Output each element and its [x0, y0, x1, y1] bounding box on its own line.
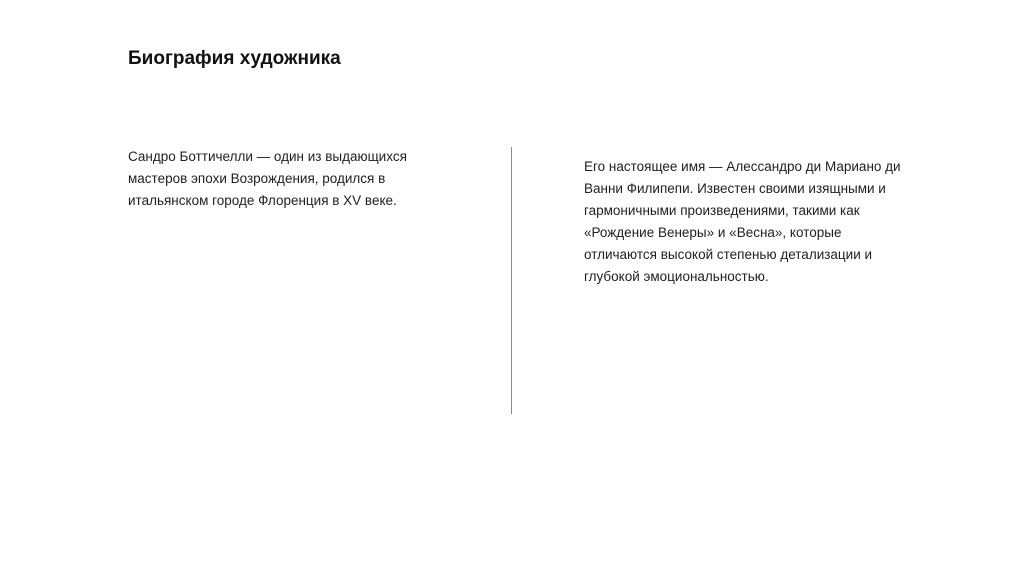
right-paragraph: Его настоящее имя — Алессандро ди Мариано ди Ванни Филипепи. Известен своими изящными и гармоничными произведениями, такими как «Рождение Венеры» и «Весна», которые отличаются высокой степенью детализации и глубокой эмоциональностью.	[584, 159, 901, 284]
left-paragraph: Сандро Боттичелли — один из выдающихся мастеров эпохи Возрождения, родился в итальянском городе Флоренция в XV веке.	[128, 149, 407, 208]
column-divider	[511, 147, 512, 414]
slide-title: Биография художника	[128, 48, 341, 69]
